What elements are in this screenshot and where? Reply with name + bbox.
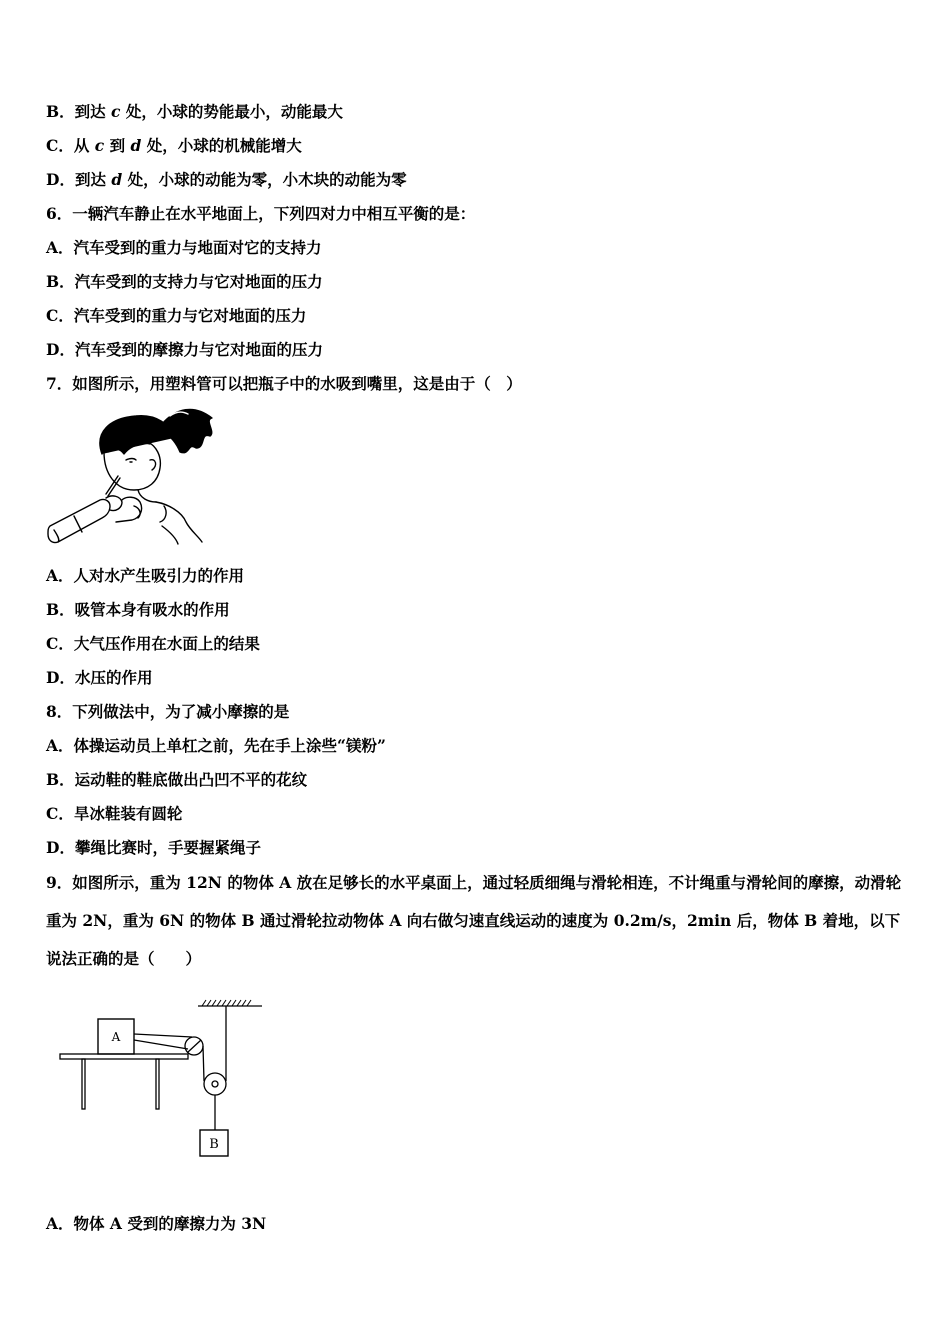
girl-drinking-straw-figure (44, 402, 224, 550)
q8-option-b: B．运动鞋的鞋底做出凸凹不平的花纹 (46, 770, 308, 789)
variable: d (111, 170, 123, 189)
q8-option-c: C．旱冰鞋装有圆轮 (46, 804, 183, 823)
q6-option-d: D．汽车受到的摩擦力与它对地面的压力 (46, 340, 323, 359)
option-text: C．从 (46, 136, 95, 155)
option-text: D．到达 (46, 170, 112, 189)
q7-option-d: D．水压的作用 (46, 668, 153, 687)
q5-option-c (46, 136, 302, 156)
q6-option-c: C．汽车受到的重力与它对地面的压力 (46, 306, 307, 325)
label-b: B (209, 1137, 219, 1152)
q9-stem: 9．如图所示，重为 12N 的物体 A 放在足够长的水平桌面上，通过轻质细绳与滑轮相连，不计绳重与滑轮间的摩擦，动滑轮重为 2N，重为 6N 的物体 B 通过滑轮拉动物体 A 向右做匀速直线运动的速度为 0.2m/s，2min 后，物体 B 着地，以下说法正确的是（ ） (46, 873, 902, 968)
q5-option-d (46, 170, 407, 190)
q9-option-a: A．物体 A 受到的摩擦力为 3N (46, 1214, 267, 1233)
q6-option-b: B．汽车受到的支持力与它对地面的压力 (46, 272, 323, 291)
q6-stem: 6．一辆汽车静止在水平地面上，下列四对力中相互平衡的是： (46, 204, 476, 223)
option-text: B．到达 (46, 102, 111, 121)
q7-option-a: A．人对水产生吸引力的作用 (46, 566, 245, 585)
variable: d (130, 136, 142, 155)
q8-option-a: A．体操运动员上单杠之前，先在手上涂些“镁粉” (46, 736, 386, 755)
option-text: 处，小球的动能为零，小木块的动能为零 (122, 170, 407, 189)
variable: c (94, 136, 105, 155)
option-text: 到 (104, 136, 131, 155)
q5-option-b (46, 102, 343, 122)
pulley-block-figure (56, 994, 268, 1162)
option-text: 处，小球的机械能增大 (141, 136, 302, 155)
option-text: 处，小球的势能最小，动能最大 (120, 102, 343, 121)
q7-option-c: C．大气压作用在水面上的结果 (46, 634, 260, 653)
q6-option-a: A．汽车受到的重力与地面对它的支持力 (46, 238, 322, 257)
q8-option-d: D．攀绳比赛时，手要握紧绳子 (46, 838, 261, 857)
q7-stem: 7．如图所示，用塑料管可以把瓶子中的水吸到嘴里，这是由于（ ） (46, 374, 522, 393)
label-a: A (111, 1030, 121, 1044)
q7-option-b: B．吸管本身有吸水的作用 (46, 600, 230, 619)
variable: c (111, 102, 121, 121)
q8-stem: 8．下列做法中，为了减小摩擦的是 (46, 702, 290, 721)
